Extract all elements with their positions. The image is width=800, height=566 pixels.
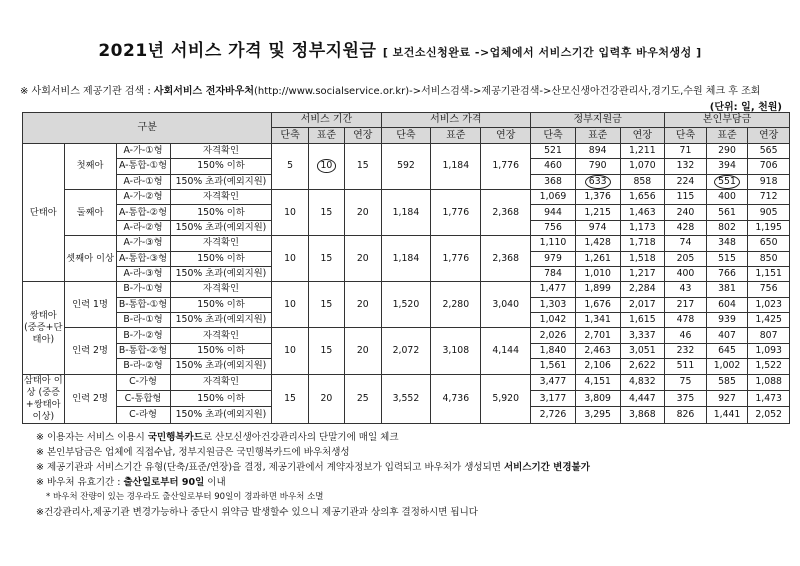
gov-value: 3,337 xyxy=(620,328,665,343)
eligibility: 150% 이하 xyxy=(170,159,272,174)
eligibility: 150% 이하 xyxy=(170,343,272,358)
gov-value: 1,110 xyxy=(531,236,576,251)
note-pre: ※ 이용자는 서비스 이용시 xyxy=(36,432,148,443)
header-standard: 표준 xyxy=(575,128,620,143)
type-code: A-통합-②형 xyxy=(116,205,170,220)
self-value: 394 xyxy=(706,159,748,174)
note-line xyxy=(36,445,590,460)
self-value: 400 xyxy=(706,189,748,204)
gov-value: 1,463 xyxy=(620,205,665,220)
self-value: 939 xyxy=(706,313,748,328)
gov-value: 633 xyxy=(575,174,620,189)
header-extend: 연장 xyxy=(620,128,665,143)
self-value: 561 xyxy=(706,205,748,220)
header-extend: 연장 xyxy=(345,128,381,143)
eligibility: 자격확인 xyxy=(170,236,272,251)
type-code: C-가형 xyxy=(116,374,170,390)
header-short: 단축 xyxy=(531,128,576,143)
gov-value: 460 xyxy=(531,159,576,174)
eligibility: 150% 초과(예외지원) xyxy=(170,407,272,423)
gov-value: 1,303 xyxy=(531,297,576,312)
price-value: 1,520 xyxy=(381,282,431,328)
self-value: 650 xyxy=(748,236,790,251)
period-value: 25 xyxy=(345,374,381,423)
note-pre: ※ 바우처 유효기간 : xyxy=(36,477,124,488)
eligibility: 자격확인 xyxy=(170,374,272,390)
price-value: 3,040 xyxy=(481,282,531,328)
header-service-price: 서비스 가격 xyxy=(381,113,531,128)
self-value: 232 xyxy=(665,343,707,358)
gov-value: 2,106 xyxy=(575,359,620,374)
self-value: 115 xyxy=(665,189,707,204)
type-code: A-라-②형 xyxy=(116,220,170,235)
gov-value: 521 xyxy=(531,143,576,158)
gov-value: 2,726 xyxy=(531,407,576,423)
page-title xyxy=(0,36,800,61)
search-path: (http://www.socialservice.or.kr)->서비스검색->제공기관검색->산모신생아건강관리사,경기도,수원 체크 후 조회 xyxy=(254,86,761,97)
header-standard: 표준 xyxy=(706,128,748,143)
table-row xyxy=(23,374,790,390)
gov-value: 1,615 xyxy=(620,313,665,328)
self-value: 1,151 xyxy=(748,266,790,281)
gov-value: 1,656 xyxy=(620,189,665,204)
self-value: 802 xyxy=(706,220,748,235)
price-value: 1,776 xyxy=(431,189,481,235)
price-value: 4,736 xyxy=(431,374,481,423)
period-value: 10 xyxy=(272,189,308,235)
self-value: 478 xyxy=(665,313,707,328)
gov-value: 894 xyxy=(575,143,620,158)
type-code: A-가-①형 xyxy=(116,143,170,158)
self-value: 240 xyxy=(665,205,707,220)
self-value: 1,195 xyxy=(748,220,790,235)
gov-value: 1,518 xyxy=(620,251,665,266)
period-value: 15 xyxy=(308,328,344,374)
type-code: A-가-②형 xyxy=(116,189,170,204)
self-value: 766 xyxy=(706,266,748,281)
note-post: 이내 xyxy=(204,477,226,488)
note-post: 로 산모신생아건강관리사의 단말기에 매일 체크 xyxy=(202,432,399,443)
self-value: 604 xyxy=(706,297,748,312)
gov-value: 1,217 xyxy=(620,266,665,281)
type-code: C-통합형 xyxy=(116,390,170,406)
self-value: 712 xyxy=(748,189,790,204)
gov-value: 2,463 xyxy=(575,343,620,358)
gov-value: 790 xyxy=(575,159,620,174)
gov-value: 1,561 xyxy=(531,359,576,374)
self-value: 132 xyxy=(665,159,707,174)
table-row xyxy=(23,282,790,297)
type-code: A-통합-①형 xyxy=(116,159,170,174)
subgroup-label: 인력 1명 xyxy=(64,282,116,328)
type-code: C-라형 xyxy=(116,407,170,423)
gov-value: 1,069 xyxy=(531,189,576,204)
gov-value: 3,477 xyxy=(531,374,576,390)
self-value: 565 xyxy=(748,143,790,158)
price-value: 1,184 xyxy=(381,236,431,282)
type-code: B-라-①형 xyxy=(116,313,170,328)
gov-value: 1,070 xyxy=(620,159,665,174)
note-line xyxy=(36,490,590,505)
eligibility: 150% 초과(예외지원) xyxy=(170,174,272,189)
gov-value: 1,899 xyxy=(575,282,620,297)
gov-value: 1,477 xyxy=(531,282,576,297)
eligibility: 자격확인 xyxy=(170,328,272,343)
self-value: 74 xyxy=(665,236,707,251)
price-value: 4,144 xyxy=(481,328,531,374)
note-line xyxy=(36,430,590,445)
period-value: 15 xyxy=(308,282,344,328)
self-value: 1,023 xyxy=(748,297,790,312)
self-value: 407 xyxy=(706,328,748,343)
type-code: A-라-③형 xyxy=(116,266,170,281)
type-code: B-가-②형 xyxy=(116,328,170,343)
group-label: 삼태아 이상 (중증+쌍태아 이상) xyxy=(23,374,63,422)
subgroup-label: 인력 2명 xyxy=(64,374,116,423)
note-line xyxy=(36,460,590,475)
period-value: 10 xyxy=(272,328,308,374)
period-value: 15 xyxy=(272,374,308,423)
period-value: 15 xyxy=(308,189,344,235)
gov-value: 1,010 xyxy=(575,266,620,281)
price-value: 1,776 xyxy=(431,236,481,282)
self-value: 511 xyxy=(665,359,707,374)
gov-value: 979 xyxy=(531,251,576,266)
header-short: 단축 xyxy=(381,128,431,143)
self-value: 1,473 xyxy=(748,390,790,406)
self-value: 756 xyxy=(748,282,790,297)
type-code: B-통합-②형 xyxy=(116,343,170,358)
gov-value: 1,718 xyxy=(620,236,665,251)
gov-value: 3,295 xyxy=(575,407,620,423)
search-instruction xyxy=(20,82,760,97)
price-value: 2,280 xyxy=(431,282,481,328)
group-label: 단태아 xyxy=(23,143,65,282)
note-bold: 서비스기간 변경불가 xyxy=(503,462,590,473)
search-site-name: 사회서비스 전자바우처 xyxy=(153,86,254,97)
self-value: 2,052 xyxy=(748,407,790,423)
type-code: A-가-③형 xyxy=(116,236,170,251)
subgroup-label: 첫째아 xyxy=(64,143,116,189)
self-value: 515 xyxy=(706,251,748,266)
type-code: B-가-①형 xyxy=(116,282,170,297)
self-value: 826 xyxy=(665,407,707,423)
price-value: 1,184 xyxy=(381,189,431,235)
self-value: 807 xyxy=(748,328,790,343)
self-value: 381 xyxy=(706,282,748,297)
self-value: 71 xyxy=(665,143,707,158)
period-value: 20 xyxy=(345,236,381,282)
note-line xyxy=(36,475,590,490)
type-code: B-라-②형 xyxy=(116,359,170,374)
note-pre: ※ 본인부담금은 업체에 직접수납, 정부지원금은 국민행복카드에 바우처생성 xyxy=(36,447,350,458)
type-code: B-통합-①형 xyxy=(116,297,170,312)
price-value: 2,368 xyxy=(481,236,531,282)
price-value: 2,072 xyxy=(381,328,431,374)
gov-value: 3,051 xyxy=(620,343,665,358)
gov-value: 3,809 xyxy=(575,390,620,406)
type-code: A-라-①형 xyxy=(116,174,170,189)
notes-section xyxy=(36,430,590,520)
header-extend: 연장 xyxy=(748,128,790,143)
price-value: 3,552 xyxy=(381,374,431,423)
self-value: 918 xyxy=(748,174,790,189)
period-value: 10 xyxy=(272,236,308,282)
title-subtitle: [ 보건소신청완료 ->업체에서 서비스기간 입력후 바우처생성 ] xyxy=(382,46,702,59)
period-value: 20 xyxy=(345,282,381,328)
self-value: 706 xyxy=(748,159,790,174)
self-value: 205 xyxy=(665,251,707,266)
price-value: 3,108 xyxy=(431,328,481,374)
gov-value: 4,832 xyxy=(620,374,665,390)
period-value: 10 xyxy=(272,282,308,328)
self-value: 1,441 xyxy=(706,407,748,423)
self-value: 850 xyxy=(748,251,790,266)
header-short: 단축 xyxy=(272,128,308,143)
gov-value: 1,840 xyxy=(531,343,576,358)
self-value: 46 xyxy=(665,328,707,343)
gov-value: 2,622 xyxy=(620,359,665,374)
gov-value: 2,701 xyxy=(575,328,620,343)
gov-value: 2,026 xyxy=(531,328,576,343)
gov-value: 2,017 xyxy=(620,297,665,312)
self-value: 428 xyxy=(665,220,707,235)
note-pre: * 바우처 잔량이 있는 경우라도 출산일로부터 90일이 경과하면 바우처 소멸 xyxy=(46,492,324,502)
period-value: 10 xyxy=(308,143,344,189)
self-value: 375 xyxy=(665,390,707,406)
header-service-period: 서비스 기간 xyxy=(272,113,381,128)
gov-value: 1,211 xyxy=(620,143,665,158)
subgroup-label: 둘째아 xyxy=(64,189,116,235)
self-value: 75 xyxy=(665,374,707,390)
subgroup-label: 셋째아 이상 xyxy=(64,236,116,282)
table-row xyxy=(23,236,790,251)
self-value: 1,088 xyxy=(748,374,790,390)
self-value: 400 xyxy=(665,266,707,281)
gov-value: 1,215 xyxy=(575,205,620,220)
price-value: 5,920 xyxy=(481,374,531,423)
gov-value: 1,341 xyxy=(575,313,620,328)
price-value: 1,776 xyxy=(481,143,531,189)
note-bold: 국민행복카드 xyxy=(147,432,203,443)
unit-label: (단위: 일, 천원) xyxy=(709,102,782,113)
group-label: 쌍태아 (중증+단태아) xyxy=(23,282,65,374)
price-table xyxy=(22,112,790,424)
price-value: 592 xyxy=(381,143,431,189)
eligibility: 자격확인 xyxy=(170,282,272,297)
header-extend: 연장 xyxy=(481,128,531,143)
self-value: 585 xyxy=(706,374,748,390)
header-gov-support: 정부지원금 xyxy=(531,113,665,128)
gov-value: 944 xyxy=(531,205,576,220)
gov-value: 368 xyxy=(531,174,576,189)
table-row xyxy=(23,189,790,204)
price-value: 1,184 xyxy=(431,143,481,189)
note-bold: 출산일로부터 90일 xyxy=(123,477,205,488)
period-value: 20 xyxy=(308,374,344,423)
eligibility: 자격확인 xyxy=(170,143,272,158)
gov-value: 1,042 xyxy=(531,313,576,328)
self-value: 217 xyxy=(665,297,707,312)
period-value: 20 xyxy=(345,328,381,374)
eligibility: 150% 이하 xyxy=(170,390,272,406)
self-value: 1,425 xyxy=(748,313,790,328)
eligibility: 150% 초과(예외지원) xyxy=(170,313,272,328)
self-value: 645 xyxy=(706,343,748,358)
table-row xyxy=(23,143,790,158)
note-pre: ※건강관리사,제공기관 변경가능하나 중단시 위약금 발생할수 있으니 제공기관과 상의후 결정하시면 됩니다 xyxy=(36,507,478,518)
gov-value: 974 xyxy=(575,220,620,235)
self-value: 290 xyxy=(706,143,748,158)
gov-value: 1,261 xyxy=(575,251,620,266)
gov-value: 784 xyxy=(531,266,576,281)
subgroup-label: 인력 2명 xyxy=(64,328,116,374)
gov-value: 3,177 xyxy=(531,390,576,406)
title-text: 2021년 서비스 가격 및 정부지원금 xyxy=(98,41,377,61)
gov-value: 1,173 xyxy=(620,220,665,235)
self-value: 348 xyxy=(706,236,748,251)
gov-value: 2,284 xyxy=(620,282,665,297)
self-value: 1,002 xyxy=(706,359,748,374)
eligibility: 자격확인 xyxy=(170,189,272,204)
self-value: 551 xyxy=(706,174,748,189)
header-standard: 표준 xyxy=(308,128,344,143)
table-row xyxy=(23,328,790,343)
self-value: 224 xyxy=(665,174,707,189)
eligibility: 150% 초과(예외지원) xyxy=(170,266,272,281)
period-value: 5 xyxy=(272,143,308,189)
gov-value: 3,868 xyxy=(620,407,665,423)
gov-value: 756 xyxy=(531,220,576,235)
eligibility: 150% 이하 xyxy=(170,205,272,220)
header-short: 단축 xyxy=(665,128,707,143)
self-value: 1,522 xyxy=(748,359,790,374)
self-value: 1,093 xyxy=(748,343,790,358)
self-value: 905 xyxy=(748,205,790,220)
gov-value: 4,151 xyxy=(575,374,620,390)
note-pre: ※ 제공기관과 서비스기간 유형(단축/표준/연장)을 결정, 제공기관에서 계약자정보가 입력되고 바우처가 생성되면 xyxy=(36,462,504,473)
period-value: 15 xyxy=(308,236,344,282)
header-self-pay: 본인부담금 xyxy=(665,113,790,128)
eligibility: 150% 이하 xyxy=(170,251,272,266)
gov-value: 858 xyxy=(620,174,665,189)
gov-value: 1,676 xyxy=(575,297,620,312)
gov-value: 4,447 xyxy=(620,390,665,406)
eligibility: 150% 초과(예외지원) xyxy=(170,220,272,235)
eligibility: 150% 초과(예외지원) xyxy=(170,359,272,374)
note-line xyxy=(36,505,590,520)
gov-value: 1,428 xyxy=(575,236,620,251)
period-value: 15 xyxy=(345,143,381,189)
header-standard: 표준 xyxy=(431,128,481,143)
self-value: 927 xyxy=(706,390,748,406)
type-code: A-통합-③형 xyxy=(116,251,170,266)
price-value: 2,368 xyxy=(481,189,531,235)
period-value: 20 xyxy=(345,189,381,235)
self-value: 43 xyxy=(665,282,707,297)
search-prefix: ※ 사회서비스 제공기관 검색 : xyxy=(20,86,154,97)
gov-value: 1,376 xyxy=(575,189,620,204)
header-category: 구분 xyxy=(23,113,272,144)
eligibility: 150% 이하 xyxy=(170,297,272,312)
